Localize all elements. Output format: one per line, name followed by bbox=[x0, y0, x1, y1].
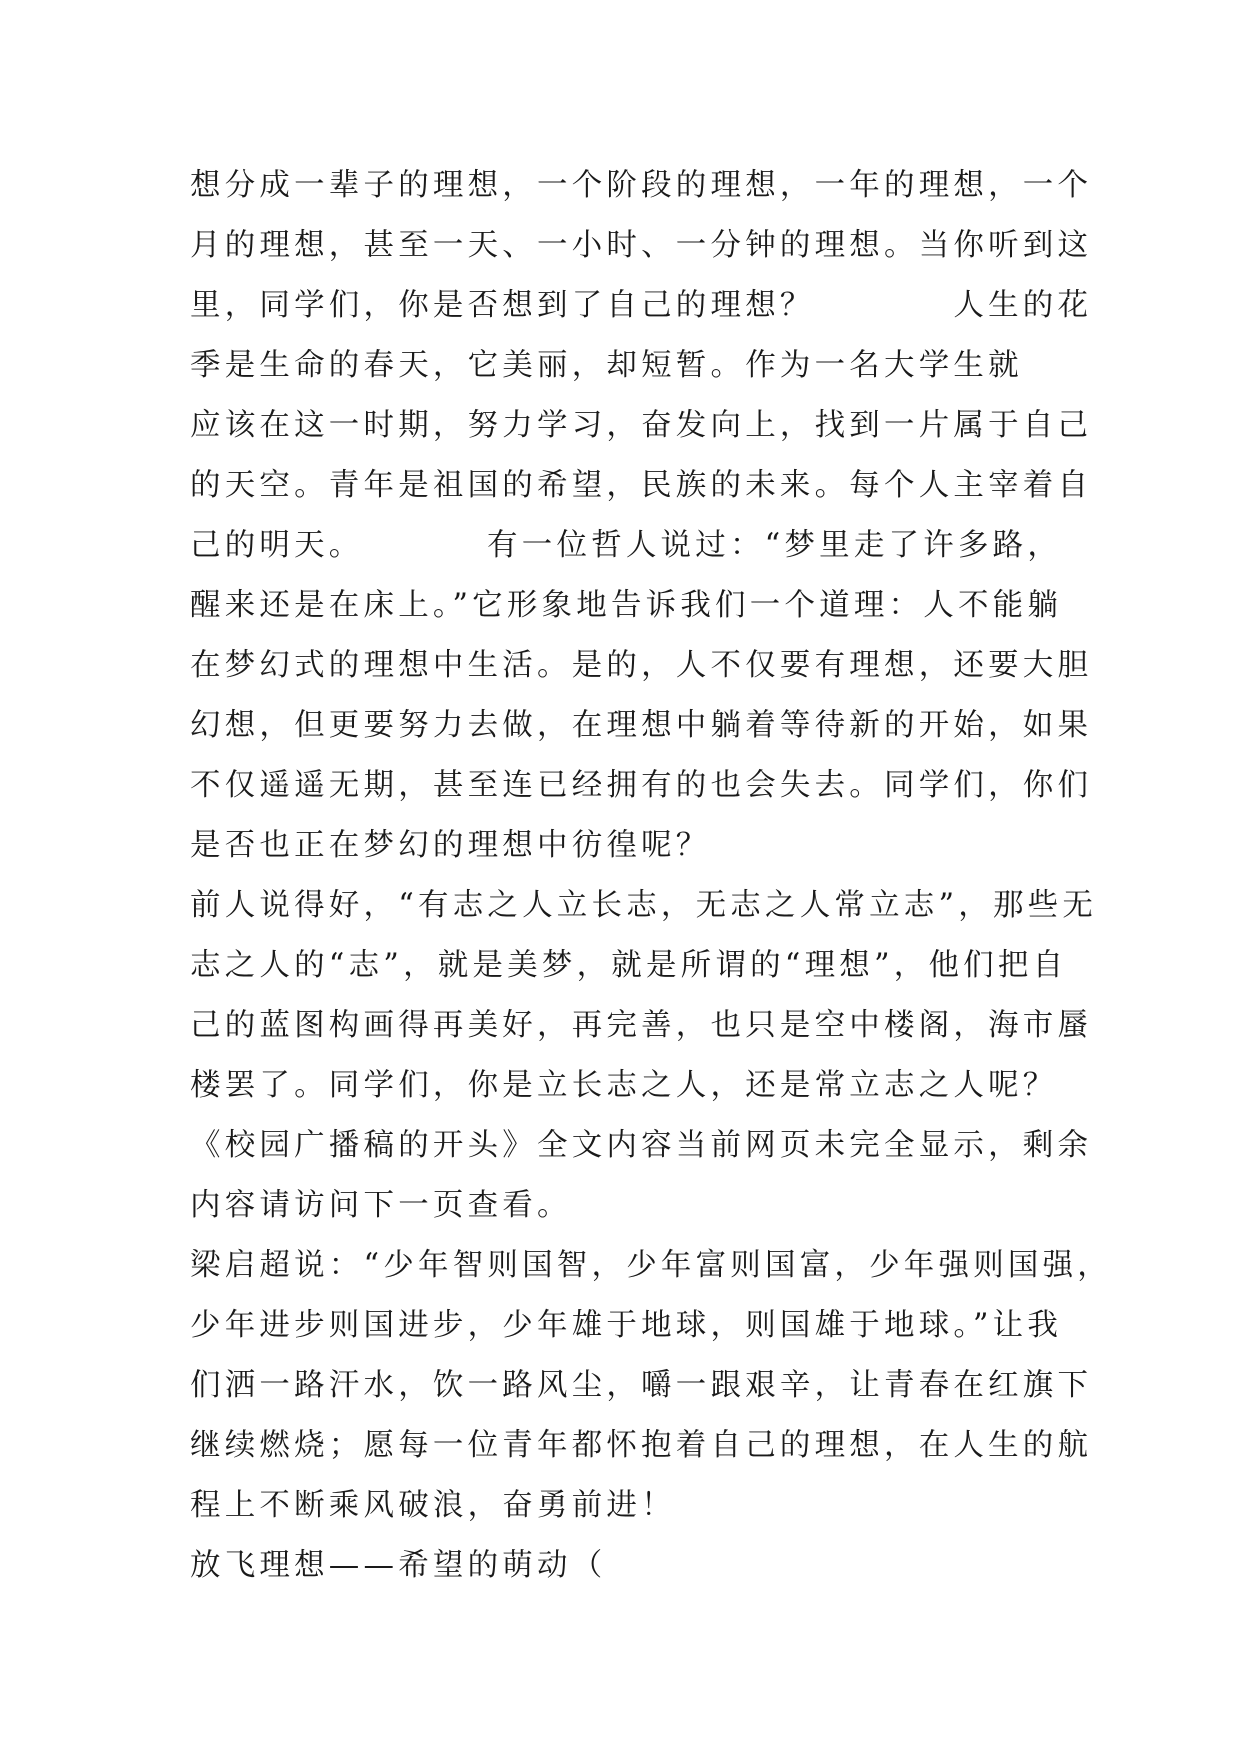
document-body bbox=[190, 156, 1112, 1596]
text-line: 们洒一路汗水，饮一路风尘，嚼一跟艰辛，让青春在红旗下 bbox=[190, 1368, 1093, 1403]
text-line: 季是生命的春天，它美丽，却短暂。作为一名大学生就 bbox=[190, 348, 1023, 383]
text-line: 志之人的“志”，就是美梦，就是所谓的“理想”，他们把自 bbox=[190, 948, 1068, 983]
text-line: 应该在这一时期，努力学习，奋发向上，找到一片属于自己 bbox=[190, 408, 1093, 443]
text-line: 继续燃烧；愿每一位青年都怀抱着自己的理想，在人生的航 bbox=[190, 1428, 1093, 1463]
text-line: 幻想，但更要努力去做，在理想中躺着等待新的开始，如果 bbox=[190, 708, 1093, 743]
text-line: 楼罢了。同学们，你是立长志之人，还是常立志之人呢？ bbox=[190, 1068, 1058, 1103]
text-line: 《校园广播稿的开头》全文内容当前网页未完全显示，剩余 bbox=[190, 1128, 1093, 1163]
text-line: 是否也正在梦幻的理想中彷徨呢？ bbox=[190, 828, 711, 863]
text-line: 程上不断乘风破浪，奋勇前进！ bbox=[190, 1488, 676, 1523]
text-line: 想分成一辈子的理想，一个阶段的理想，一年的理想，一个 bbox=[190, 168, 1093, 203]
text-line: 不仅遥遥无期，甚至连已经拥有的也会失去。同学们，你们 bbox=[190, 768, 1093, 803]
text-line: 内容请访问下一页查看。 bbox=[190, 1188, 572, 1223]
text-line: 己的明天。 有一位哲人说过：“梦里走了许多路， bbox=[190, 528, 1063, 563]
text-line: 己的蓝图构画得再美好，再完善，也只是空中楼阁，海市蜃 bbox=[190, 1008, 1093, 1043]
text-line: 梁启超说：“少年智则国智，少年富则国富，少年强则国强， bbox=[190, 1248, 1112, 1283]
text-line: 少年进步则国进步，少年雄于地球，则国雄于地球。”让我 bbox=[190, 1308, 1063, 1343]
text-line: 的天空。青年是祖国的希望，民族的未来。每个人主宰着自 bbox=[190, 468, 1093, 503]
text-line: 醒来还是在床上。”它形象地告诉我们一个道理：人不能躺 bbox=[190, 588, 1063, 623]
text-line: 月的理想，甚至一天、一小时、一分钟的理想。当你听到这 bbox=[190, 228, 1093, 263]
text-line: 前人说得好，“有志之人立长志，无志之人常立志”，那些无 bbox=[190, 888, 1098, 923]
text-line: 在梦幻式的理想中生活。是的，人不仅要有理想，还要大胆 bbox=[190, 648, 1093, 683]
text-line: 里，同学们，你是否想到了自己的理想？ 人生的花 bbox=[190, 288, 1093, 323]
text-line: 放飞理想——希望的萌动（ bbox=[190, 1548, 607, 1583]
